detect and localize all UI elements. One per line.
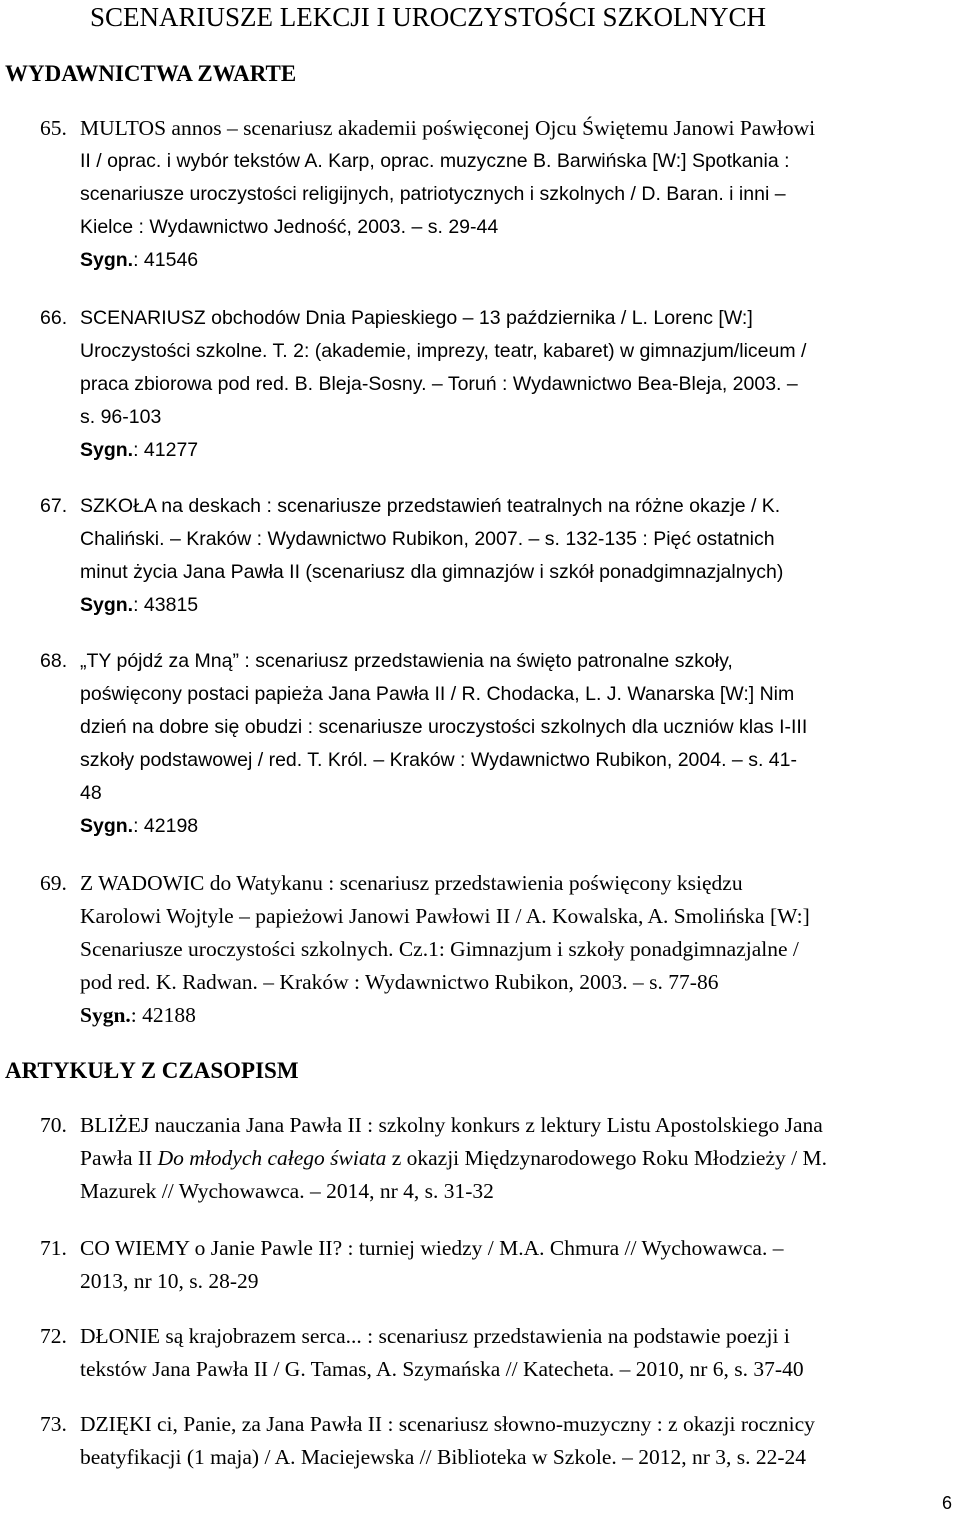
call-number: [80, 244, 945, 277]
entry-line: DŁONIE są krajobrazem serca... : scenariusz przedstawienia na podstawie poezji i: [80, 1324, 790, 1348]
bibliography-entry-71: [40, 1232, 945, 1298]
entry-number: 66.: [40, 307, 68, 329]
entry-number: 72.: [40, 1324, 67, 1348]
entry-number: 65.: [40, 116, 67, 140]
entry-line: [80, 1142, 945, 1175]
call-number: [80, 999, 945, 1032]
entry-line: Karolowi Wojtyle – papieżowi Janowi Pawłowi II / A. Kowalska, A. Smolińska [W:]: [80, 904, 810, 928]
call-number-label: Sygn.: [80, 594, 134, 616]
section-heading-books: WYDAWNICTWA ZWARTE: [5, 61, 297, 86]
call-number: [80, 589, 945, 622]
entry-line: s. 96-103: [80, 406, 162, 428]
call-number-label: Sygn.: [80, 1003, 131, 1027]
entry-number: 68.: [40, 650, 68, 672]
entry-line: DZIĘKI ci, Panie, za Jana Pawła II : scenariusz słowno-muzyczny : z okazji rocznicy: [80, 1412, 815, 1436]
entry-line: Uroczystości szkolne. T. 2: (akademie, imprezy, teatr, kabaret) w gimnazjum/liceum /: [80, 340, 807, 362]
entry-line: BLIŻEJ nauczania Jana Pawła II : szkolny konkurs z lektury Listu Apostolskiego Jana: [80, 1113, 823, 1137]
entry-line: dzień na dobre się obudzi : scenariusze uroczystości szkolnych dla uczniów klas I-III: [80, 716, 808, 738]
bibliography-entry-68: [40, 645, 945, 843]
entry-line: MULTOS annos – scenariusz akademii poświęconej Ojcu Świętemu Janowi Pawłowi: [80, 116, 816, 140]
call-number-label: Sygn.: [80, 439, 134, 461]
entry-line: Kielce : Wydawnictwo Jedność, 2003. – s. 29-44: [80, 216, 499, 238]
entry-line: II / oprac. i wybór tekstów A. Karp, oprac. muzyczne B. Barwińska [W:] Spotkania :: [80, 150, 790, 172]
entry-line: 2013, nr 10, s. 28-29: [80, 1269, 259, 1293]
page-number: 6: [941, 1493, 952, 1513]
call-number-value: : 42198: [133, 815, 199, 837]
entry-line: szkoły podstawowej / red. T. Król. – Kraków : Wydawnictwo Rubikon, 2004. – s. 41-: [80, 749, 797, 771]
entry-line: pod red. K. Radwan. – Kraków : Wydawnictwo Rubikon, 2003. – s. 77-86: [80, 970, 719, 994]
entry-line: 48: [80, 782, 102, 804]
entry-line: SCENARIUSZ obchodów Dnia Papieskiego – 13 października / L. Lorenc [W:]: [80, 307, 753, 329]
entry-line: „TY pójdź za Mną” : scenariusz przedstawienia na święto patronalne szkoły,: [80, 650, 733, 672]
call-number: [80, 434, 945, 467]
bibliography-entry-73: [40, 1408, 945, 1474]
entry-line: minut życia Jana Pawła II (scenariusz dla gimnazjów i szkół ponadgimnazjalnych): [80, 561, 784, 583]
entry-text: Pawła II: [80, 1146, 158, 1170]
bibliography-entry-66: [40, 302, 945, 467]
call-number-value: : 42188: [130, 1003, 196, 1027]
call-number-label: Sygn.: [80, 815, 134, 837]
entry-line: beatyfikacji (1 maja) / A. Maciejewska // Biblioteka w Szkole. – 2012, nr 3, s. 22-24: [80, 1445, 807, 1469]
entry-number: 71.: [40, 1236, 67, 1260]
bibliography-entry-67: [40, 490, 945, 622]
entry-line: CO WIEMY o Janie Pawle II? : turniej wiedzy / M.A. Chmura // Wychowawca. –: [80, 1236, 784, 1260]
bibliography-entry-70: [40, 1109, 945, 1208]
call-number-label: Sygn.: [80, 249, 134, 271]
entry-number: 70.: [40, 1113, 67, 1137]
entry-text: z okazji Międzynarodowego Roku Młodzieży / M.: [386, 1146, 827, 1170]
entry-line: Z WADOWIC do Watykanu : scenariusz przedstawienia poświęcony księdzu: [80, 871, 743, 895]
page-title: SCENARIUSZE LEKCJI I UROCZYSTOŚCI SZKOLNYCH: [90, 2, 767, 32]
entry-line: Scenariusze uroczystości szkolnych. Cz.1: Gimnazjum i szkoły ponadgimnazjalne /: [80, 937, 799, 961]
entry-line: scenariusze uroczystości religijnych, patriotycznych i szkolnych / D. Baran. i inni –: [80, 183, 786, 205]
entry-line: praca zbiorowa pod red. B. Bleja-Sosny. – Toruń : Wydawnictwo Bea-Bleja, 2003. –: [80, 373, 798, 395]
entry-italic-title: Do młodych całego świata: [157, 1146, 387, 1170]
entry-line: Mazurek // Wychowawca. – 2014, nr 4, s. 31-32: [80, 1179, 494, 1203]
bibliography-entry-65: [40, 112, 945, 277]
call-number-value: : 43815: [133, 594, 199, 616]
bibliography-entry-69: [40, 867, 945, 1032]
entry-number: 69.: [40, 871, 67, 895]
entry-line: SZKOŁA na deskach : scenariusze przedstawień teatralnych na różne okazje / K.: [80, 495, 781, 517]
section-heading-articles: ARTYKUŁY Z CZASOPISM: [5, 1058, 299, 1083]
call-number-value: : 41546: [133, 249, 199, 271]
call-number-value: : 41277: [133, 439, 199, 461]
entry-line: Chaliński. – Kraków : Wydawnictwo Rubikon, 2007. – s. 132-135 : Pięć ostatnich: [80, 528, 775, 550]
entry-number: 67.: [40, 495, 68, 517]
entry-number: 73.: [40, 1412, 67, 1436]
entry-line: tekstów Jana Pawła II / G. Tamas, A. Szymańska // Katecheta. – 2010, nr 6, s. 37-40: [80, 1357, 804, 1381]
entry-line: poświęcony postaci papieża Jana Pawła II / R. Chodacka, L. J. Wanarska [W:] Nim: [80, 683, 795, 705]
call-number: [80, 810, 945, 843]
bibliography-entry-72: [40, 1320, 945, 1386]
